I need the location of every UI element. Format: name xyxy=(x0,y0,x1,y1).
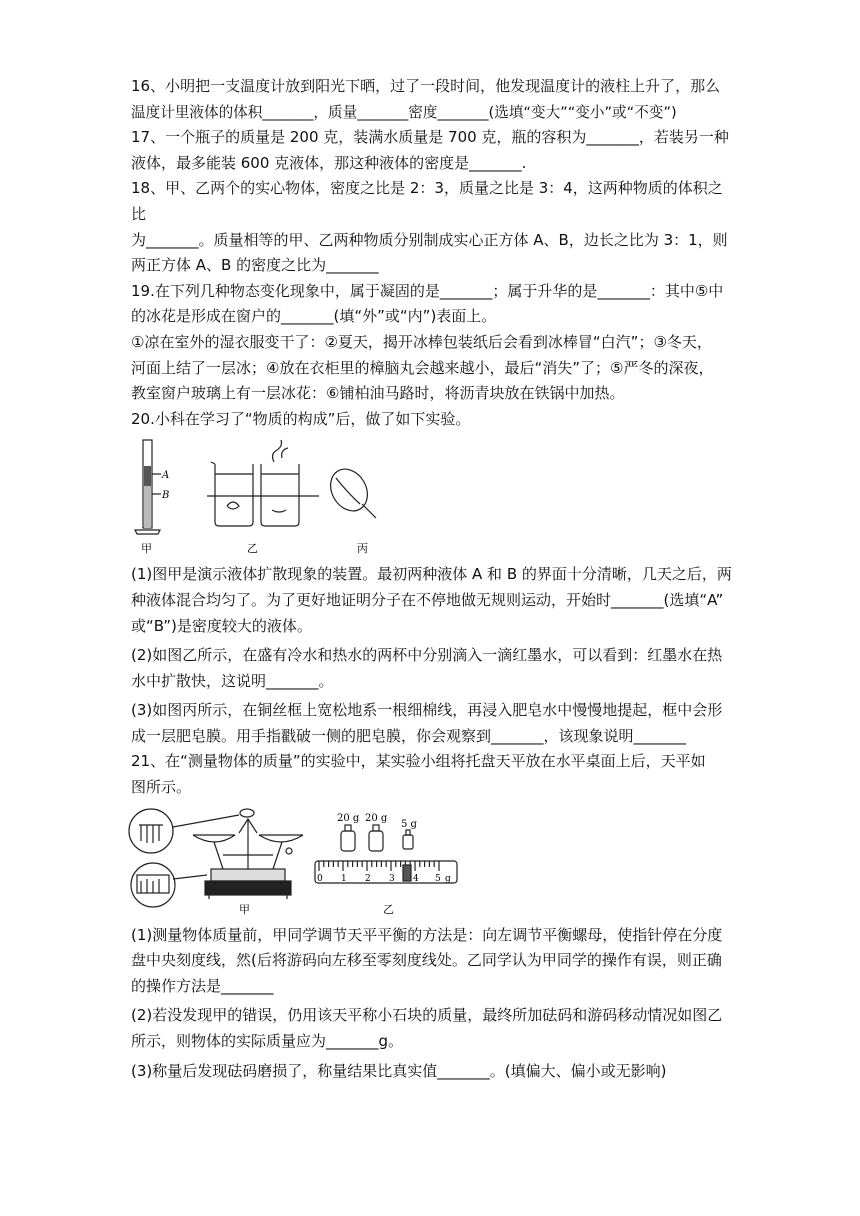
caption-bing: 丙 xyxy=(357,542,368,556)
weight-label-3: 5 g xyxy=(401,818,417,830)
q21-p2-line-1: (2)若没发现甲的错误，仍用该天平称小石块的质量，最终所加砝码和游码移动情况如图乙 xyxy=(131,1006,723,1025)
weight-label-1: 20 g xyxy=(337,812,360,824)
question-20 xyxy=(131,407,733,750)
question-18 xyxy=(131,176,733,278)
ruler-tick-4: 4 xyxy=(413,873,419,884)
q17-line-1: 17、一个瓶子的质量是 200 克，装满水质量是 700 克，瓶的容积为_______，若装另一种 xyxy=(131,128,729,147)
question-16 xyxy=(131,74,733,125)
q21-p3-line-1: (3)称量后发现砝码磨损了，称量结果比真实值_______。(填偏大、偏小或无影响) xyxy=(131,1061,667,1080)
q19-line-2: 的冰花是形成在窗户的_______(填“外”或“内”)表面上。 xyxy=(131,307,497,326)
q19-line-1: 19.在下列几种物态变化现象中，属于凝固的是_______；属于升华的是_______：其中⑤中 xyxy=(131,281,724,300)
label-b: B xyxy=(162,490,170,502)
q18-line-3: 两正方体 A、B 的密度之比为_______ xyxy=(131,256,379,275)
question-17 xyxy=(131,125,733,176)
caption-jia: 甲 xyxy=(141,542,152,556)
q20-p2-line-1: (2)如图乙所示，在盛有冷水和热水的两杯中分别滴入一滴红墨水，可以看到：红墨水在热 xyxy=(131,646,723,665)
two-beakers-illustration xyxy=(207,440,319,526)
q21-p1-line-3: 的操作方法是_______ xyxy=(131,976,274,995)
q18-line-1: 18、甲、乙两个的实心物体，密度之比是 2：3，质量之比是 3：4，这两种物质的体积之比 xyxy=(131,179,723,223)
q20-p1-line-2: 种液体混合均匀了。为了更好地证明分子在不停地做无规则运动，开始时_______(选填“A” xyxy=(131,590,724,609)
q19-line-4: 河面上结了一层冰；④放在衣柜里的樟脑丸会越来越小，最后“消失”了；⑤严冬的深夜， xyxy=(131,358,714,377)
q20-p3-line-2: 成一层肥皂膜。用手指戳破一侧的肥皂膜，你会观察到_______，该现象说明_______ xyxy=(131,726,687,745)
q19-line-3: ①凉在室外的湿衣服变干了：②夏天，揭开冰棒包装纸后会看到冰棒冒“白汽”；③冬天， xyxy=(131,332,712,351)
ruler-tick-1: 1 xyxy=(341,873,347,884)
q20-p3-line-1: (3)如图丙所示，在铜丝框上宽松地系一根细棉线，再浸入肥皂水中慢慢地提起，框中会形 xyxy=(131,701,723,720)
label-a: A xyxy=(162,470,170,482)
ruler-tick-3: 3 xyxy=(389,873,395,884)
question-21 xyxy=(131,749,733,1084)
q20-figure xyxy=(131,434,733,556)
q20-p1-line-1: (1)图甲是演示液体扩散现象的装置。最初两种液体 A 和 B 的界面十分清晰，几天之后，两 xyxy=(131,565,732,584)
caption-yi: 乙 xyxy=(247,542,258,556)
q21-p1-line-2: 盘中央刻度线，然(后将游码向左移至零刻度线处。乙同学认为甲同学的操作有误，则正确 xyxy=(131,951,722,970)
q18-line-2: 为_______。质量相等的甲、乙两种物质分别制成实心正方体 A、B，边长之比为 3：1，则 xyxy=(131,230,728,249)
caption-ruler-yi: 乙 xyxy=(383,902,394,916)
q21-line-1: 21、在“测量物体的质量”的实验中，某实验小组将托盘天平放在水平桌面上后，天平如 xyxy=(131,752,706,771)
q21-line-2: 图所示。 xyxy=(131,778,192,797)
caption-balance-jia: 甲 xyxy=(239,902,250,916)
q21-figure xyxy=(127,805,733,917)
balance-scale-illustration xyxy=(129,809,303,907)
weight-label-2: 20 g xyxy=(365,812,388,824)
ruler-tick-5: 5 xyxy=(435,873,441,884)
q16-line-1: 16、小明把一支温度计放到阳光下晒，过了一段时间，他发现温度计的液柱上升了，那么 xyxy=(131,77,721,95)
q20-p2-line-2: 水中扩散快，这说明_______。 xyxy=(131,671,334,690)
q21-figure-drawing xyxy=(127,805,467,917)
q21-p2-line-2: 所示，则物体的实际质量应为_______g。 xyxy=(131,1032,404,1051)
q21-p1-line-1: (1)测量物体质量前，甲同学调节天平平衡的方法是：向左调节平衡螺母，使指针停在分度 xyxy=(131,925,723,944)
wire-frame-illustration xyxy=(323,463,376,519)
q16-line-2: 温度计里液体的体积_______，质量_______密度_______(选填“变大”“变小”或“不变”) xyxy=(131,103,677,121)
q20-intro: 20.小科在学习了“物质的构成”后，做了如下实验。 xyxy=(131,409,471,428)
question-19 xyxy=(131,279,733,407)
graduated-cylinder-illustration xyxy=(135,440,161,534)
ruler-unit: g xyxy=(445,873,451,884)
q20-p1-line-3: 或“B”)是密度较大的液体。 xyxy=(131,616,312,635)
ruler-tick-2: 2 xyxy=(365,873,371,884)
ruler-tick-0: 0 xyxy=(317,873,323,884)
q17-line-2: 液体，最多能装 600 克液体，那这种液体的密度是_______. xyxy=(131,153,527,172)
q19-line-5: 教室窗户玻璃上有一层冰花：⑥铺柏油马路时，将沥青块放在铁锅中加热。 xyxy=(131,384,625,403)
document-content xyxy=(131,74,733,1084)
q20-figure-drawing xyxy=(131,434,421,556)
